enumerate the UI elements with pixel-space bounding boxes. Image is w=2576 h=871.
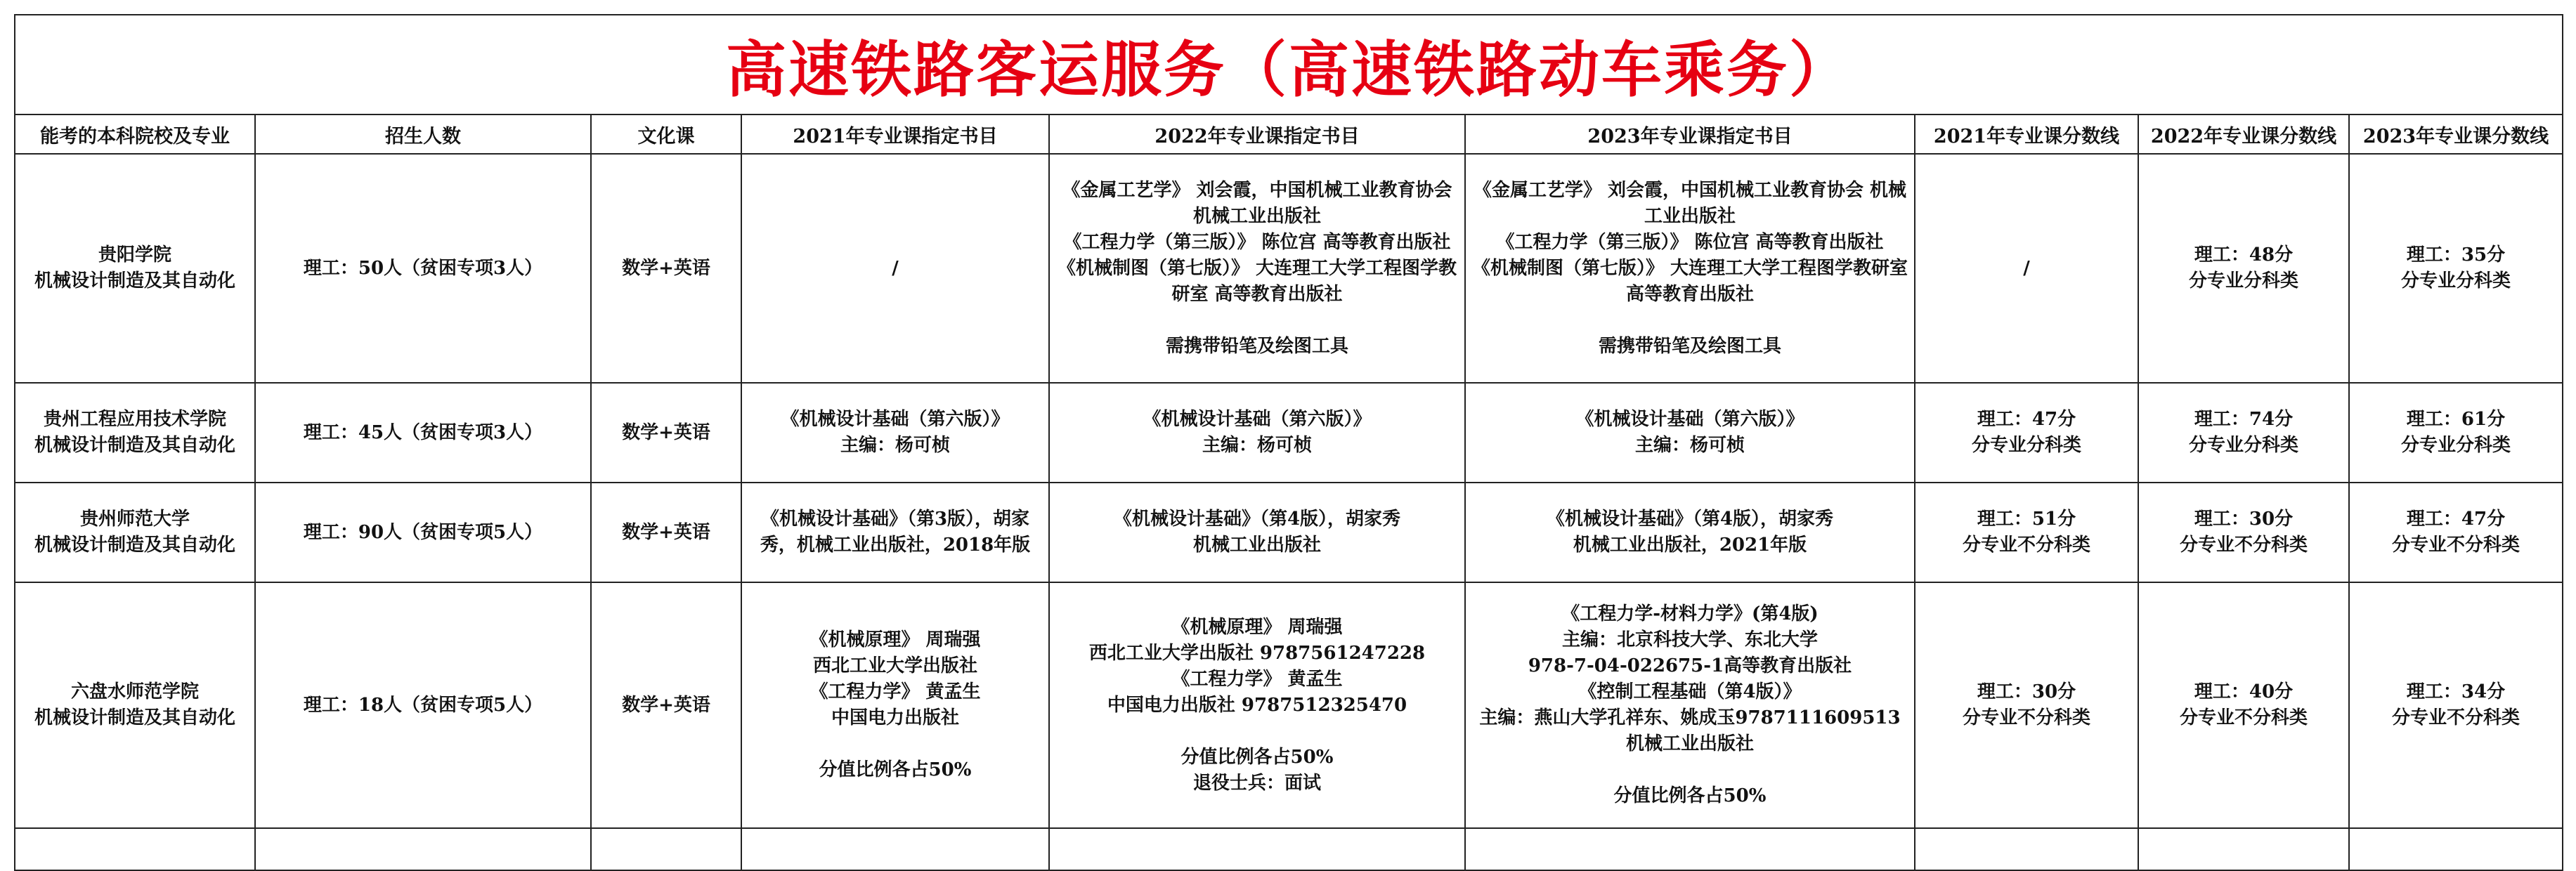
page-title: 高速铁路客运服务（高速铁路动车乘务） <box>15 15 2563 114</box>
header-books-2022: 2022年专业课指定书目 <box>1049 114 1465 154</box>
book-line: 主编：杨可桢 <box>1202 435 1312 456</box>
books-2021-cell <box>741 383 1049 483</box>
book-line: 《机械设计基础（第六版）》 <box>781 409 1010 430</box>
book-line: 主编：燕山大学孔祥东、姚成玉9787111609513 <box>1479 707 1901 728</box>
culture-cell: 数学+英语 <box>591 383 741 483</box>
empty-cell <box>2138 828 2349 870</box>
school-name: 贵州工程应用技术学院 <box>43 409 226 430</box>
empty-cell <box>591 828 741 870</box>
major-name: 机械设计制造及其自动化 <box>34 435 235 456</box>
score-note: 分专业分科类 <box>1971 435 2081 456</box>
book-line: 分值比例各占50% <box>1613 785 1767 806</box>
header-score-2023: 2023年专业课分数线 <box>2349 114 2563 154</box>
table-row <box>15 483 2563 582</box>
score-2021-cell <box>1915 383 2138 483</box>
book-line: 《工程力学》 黄孟生 <box>809 681 981 702</box>
header-school: 能考的本科院校及专业 <box>15 114 255 154</box>
major-name: 机械设计制造及其自动化 <box>34 535 235 556</box>
book-line: 《工程力学-材料力学》(第4版) <box>1561 603 1819 624</box>
book-line <box>1055 719 1459 745</box>
book-line: 机械工业出版社 <box>1192 535 1321 556</box>
book-line: 退役士兵：面试 <box>1192 772 1321 794</box>
score-note: 分专业不分科类 <box>2391 707 2520 728</box>
books-2022-cell <box>1049 154 1465 383</box>
school-cell <box>15 483 255 582</box>
score-2022-cell <box>2138 154 2349 383</box>
score-line: 理工：51分 <box>1977 509 2076 530</box>
books-2022-cell <box>1049 383 1465 483</box>
empty-cell <box>1915 828 2138 870</box>
major-name: 机械设计制造及其自动化 <box>34 270 235 292</box>
empty-cell <box>255 828 591 870</box>
table-row <box>15 154 2563 383</box>
book-line <box>1471 757 1908 783</box>
score-note: 分专业分科类 <box>2188 435 2298 456</box>
book-line: 需携带铅笔及绘图工具 <box>1165 335 1348 357</box>
score-line: 理工：74分 <box>2194 409 2294 430</box>
score-line: 理工：40分 <box>2194 681 2294 702</box>
books-2021-cell <box>741 154 1049 383</box>
culture-cell: 数学+英语 <box>591 483 741 582</box>
score-note: 分专业分科类 <box>2400 435 2511 456</box>
books-2022-cell <box>1049 582 1465 828</box>
score-2023-cell <box>2349 383 2563 483</box>
school-cell <box>15 582 255 828</box>
score-note: 分专业不分科类 <box>1962 707 2090 728</box>
table-row <box>15 828 2563 870</box>
score-2023-cell <box>2349 582 2563 828</box>
book-line: 主编：北京科技大学、东北大学 <box>1561 629 1818 650</box>
book-line: 《机械设计基础》（第4版），胡家秀 <box>1546 509 1834 530</box>
header-score-2022: 2022年专业课分数线 <box>2138 114 2349 154</box>
score-note: 分专业不分科类 <box>2391 535 2520 556</box>
book-line: 分值比例各占50% <box>819 759 972 780</box>
book-line: 978-7-04-022675-1高等教育出版社 <box>1528 655 1852 676</box>
book-line <box>1055 308 1459 334</box>
book-line: / <box>892 257 899 279</box>
book-line: 中国电力出版社 <box>831 707 959 728</box>
score-line: / <box>2023 257 2030 279</box>
book-line: 主编：杨可桢 <box>1634 435 1745 456</box>
book-line: 《机械设计基础（第六版）》 <box>1575 409 1804 430</box>
major-name: 机械设计制造及其自动化 <box>34 707 235 728</box>
books-2023-cell <box>1465 483 1915 582</box>
header-score-2021: 2021年专业课分数线 <box>1915 114 2138 154</box>
score-2021-cell <box>1915 154 2138 383</box>
header-row <box>15 114 2563 154</box>
header-culture: 文化课 <box>591 114 741 154</box>
score-note: 分专业不分科类 <box>2179 535 2308 556</box>
book-line: 中国电力出版社 9787512325470 <box>1107 694 1407 716</box>
book-line: 《工程力学（第三版）》 陈位宫 高等教育出版社 <box>1063 231 1451 253</box>
score-line: 理工：35分 <box>2406 244 2506 266</box>
school-name: 贵阳学院 <box>98 244 171 266</box>
book-line: 需携带铅笔及绘图工具 <box>1598 335 1781 357</box>
empty-cell <box>15 828 255 870</box>
enroll-cell: 理工：18人（贫困专项5人） <box>255 582 591 828</box>
score-line: 理工：30分 <box>1977 681 2076 702</box>
book-line: 主编：杨可桢 <box>840 435 950 456</box>
table-row <box>15 582 2563 828</box>
book-line: 《工程力学》 黄孟生 <box>1171 668 1343 690</box>
book-line: 《机械设计基础》（第4版），胡家秀 <box>1113 509 1401 530</box>
books-2023-cell <box>1465 383 1915 483</box>
score-line: 理工：48分 <box>2194 244 2294 266</box>
culture-cell: 数学+英语 <box>591 154 741 383</box>
books-2023-cell <box>1465 154 1915 383</box>
header-books-2023: 2023年专业课指定书目 <box>1465 114 1915 154</box>
books-2023-cell <box>1465 582 1915 828</box>
book-line <box>748 731 1043 757</box>
score-2023-cell <box>2349 483 2563 582</box>
book-line: 《金属工艺学》 刘会霞，中国机械工业教育协会 机械工业出版社 <box>1473 179 1907 227</box>
school-name: 六盘水师范学院 <box>70 681 199 702</box>
score-line: 理工：61分 <box>2406 409 2506 430</box>
book-line: 《机械设计基础（第六版）》 <box>1143 409 1372 430</box>
book-line: 西北工业大学出版社 <box>812 655 977 676</box>
score-note: 分专业分科类 <box>2400 270 2511 292</box>
book-line: 《机械设计基础》（第3版），胡家秀，机械工业出版社，2018年版 <box>760 509 1031 556</box>
score-line: 理工：47分 <box>1977 409 2076 430</box>
score-2022-cell <box>2138 582 2349 828</box>
culture-cell: 数学+英语 <box>591 582 741 828</box>
score-2022-cell <box>2138 483 2349 582</box>
book-line: 机械工业出版社，2021年版 <box>1573 535 1807 556</box>
score-note: 分专业不分科类 <box>1962 535 2090 556</box>
school-cell <box>15 154 255 383</box>
book-line <box>1471 308 1908 334</box>
book-line: 《控制工程基础（第4版）》 <box>1578 681 1802 702</box>
book-line: 《金属工艺学》 刘会霞，中国机械工业教育协会 机械工业出版社 <box>1062 179 1452 227</box>
book-line: 机械工业出版社 <box>1625 733 1754 754</box>
books-2021-cell <box>741 582 1049 828</box>
score-line: 理工：47分 <box>2406 509 2506 530</box>
score-line: 理工：34分 <box>2406 681 2506 702</box>
score-2022-cell <box>2138 383 2349 483</box>
header-enroll: 招生人数 <box>255 114 591 154</box>
score-line: 理工：30分 <box>2194 509 2294 530</box>
book-line: 《工程力学（第三版）》 陈位宫 高等教育出版社 <box>1496 231 1884 253</box>
score-note: 分专业分科类 <box>2188 270 2298 292</box>
empty-cell <box>1049 828 1465 870</box>
header-books-2021: 2021年专业课指定书目 <box>741 114 1049 154</box>
empty-cell <box>1465 828 1915 870</box>
books-2021-cell <box>741 483 1049 582</box>
score-note: 分专业不分科类 <box>2179 707 2308 728</box>
school-name: 贵州师范大学 <box>79 509 190 530</box>
enroll-cell: 理工：45人（贫困专项3人） <box>255 383 591 483</box>
school-cell <box>15 383 255 483</box>
empty-cell <box>741 828 1049 870</box>
admission-table <box>14 14 2563 871</box>
table-row <box>15 383 2563 483</box>
score-2021-cell <box>1915 582 2138 828</box>
score-2021-cell <box>1915 483 2138 582</box>
empty-cell <box>2349 828 2563 870</box>
book-line: 《机械原理》 周瑞强 <box>1171 616 1343 638</box>
score-2023-cell <box>2349 154 2563 383</box>
enroll-cell: 理工：50人（贫困专项3人） <box>255 154 591 383</box>
books-2022-cell <box>1049 483 1465 582</box>
book-line: 《机械制图（第七版）》 大连理工大学工程图学教研室 高等教育出版社 <box>1057 257 1457 305</box>
book-line: 《机械原理》 周瑞强 <box>809 629 981 650</box>
book-line: 西北工业大学出版社 9787561247228 <box>1088 642 1426 664</box>
book-line: 分值比例各占50% <box>1180 746 1334 768</box>
book-line: 《机械制图（第七版）》 大连理工大学工程图学教研室 高等教育出版社 <box>1471 257 1908 305</box>
enroll-cell: 理工：90人（贫困专项5人） <box>255 483 591 582</box>
